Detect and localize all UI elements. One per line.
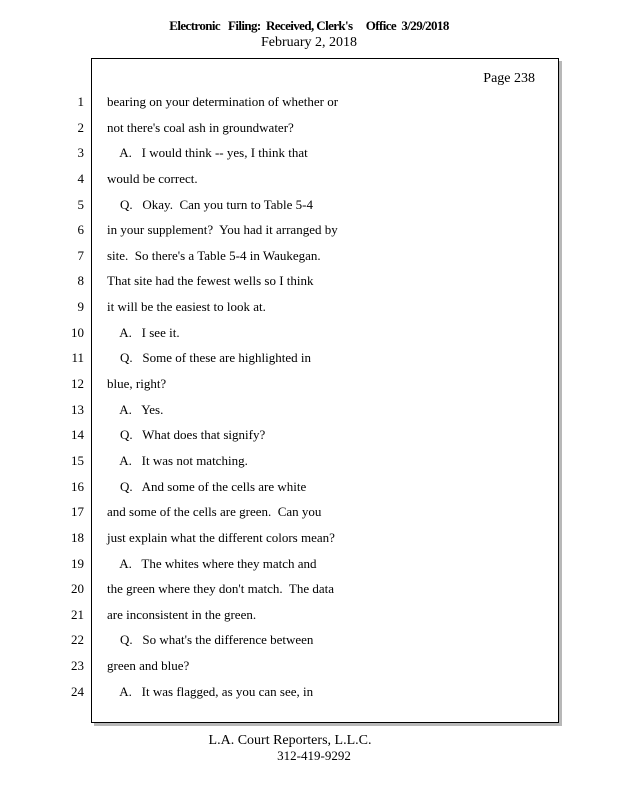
line-number: 20 — [71, 581, 84, 597]
line-number: 11 — [71, 350, 84, 366]
line-number: 9 — [77, 299, 84, 315]
line-number: 6 — [77, 222, 84, 238]
line-number: 21 — [71, 606, 84, 622]
transcript-line: in your supplement? You had it arranged by — [107, 222, 338, 238]
line-number: 15 — [71, 452, 84, 468]
transcript-line: and some of the cells are green. Can you — [107, 504, 322, 520]
transcript-line: Q. So what's the difference between — [107, 632, 314, 648]
page-number: Page 238 — [483, 71, 535, 86]
line-number: 16 — [71, 478, 84, 494]
line-number: 18 — [71, 529, 84, 545]
transcript-line: are inconsistent in the green. — [107, 606, 257, 622]
transcript-line: would be correct. — [107, 170, 198, 186]
line-number: 13 — [71, 401, 84, 417]
footer-company: L.A. Court Reporters, L.L.C. — [208, 733, 372, 748]
transcript-line: green and blue? — [107, 658, 190, 674]
transcript-line: A. I see it. — [107, 324, 180, 340]
line-number: 10 — [71, 324, 84, 340]
transcript-line: Q. Some of these are highlighted in — [107, 350, 311, 366]
line-number: 14 — [71, 427, 84, 443]
line-number: 19 — [71, 555, 84, 571]
transcript-line: not there's coal ash in groundwater? — [107, 119, 294, 135]
transcript-line: A. I would think -- yes, I think that — [107, 145, 308, 161]
transcript-line: A. The whites where they match and — [107, 555, 317, 571]
line-number: 17 — [71, 504, 84, 520]
filing-stamp: Electronic Filing: Received, Clerk's Office 3/29/2018 — [169, 18, 449, 33]
line-number: 4 — [77, 170, 84, 186]
transcript-line: bearing on your determination of whether or — [107, 94, 339, 109]
line-number: 7 — [77, 247, 84, 263]
line-number: 2 — [77, 119, 84, 135]
line-number: 12 — [71, 376, 84, 392]
line-number: 22 — [71, 632, 84, 648]
line-number: 3 — [77, 145, 84, 161]
transcript-text — [107, 93, 547, 708]
transcript-line: blue, right? — [107, 376, 167, 392]
transcript-line: A. It was not matching. — [107, 452, 248, 468]
line-number: 5 — [77, 196, 84, 212]
transcript-line: just explain what the different colors mean? — [107, 529, 335, 545]
transcript-line: That site had the fewest wells so I think — [107, 273, 314, 289]
line-number: 1 — [77, 94, 84, 109]
transcript-line: it will be the easiest to look at. — [107, 299, 266, 315]
header-date: February 2, 2018 — [260, 35, 358, 50]
transcript-line: A. It was flagged, as you can see, in — [107, 683, 314, 699]
transcript-line: Q. And some of the cells are white — [107, 478, 307, 494]
transcript-line: Q. What does that signify? — [107, 427, 266, 443]
line-number: 8 — [77, 273, 84, 289]
transcript-line: site. So there's a Table 5-4 in Waukegan. — [107, 247, 321, 263]
line-number-column — [40, 93, 84, 708]
transcript-line: A. Yes. — [107, 401, 164, 417]
footer-phone: 312-419-9292 — [277, 748, 351, 763]
line-number: 23 — [71, 658, 84, 674]
transcript-line: the green where they don't match. The data — [107, 581, 334, 597]
line-number: 24 — [71, 683, 84, 699]
transcript-line: Q. Okay. Can you turn to Table 5-4 — [107, 196, 313, 212]
